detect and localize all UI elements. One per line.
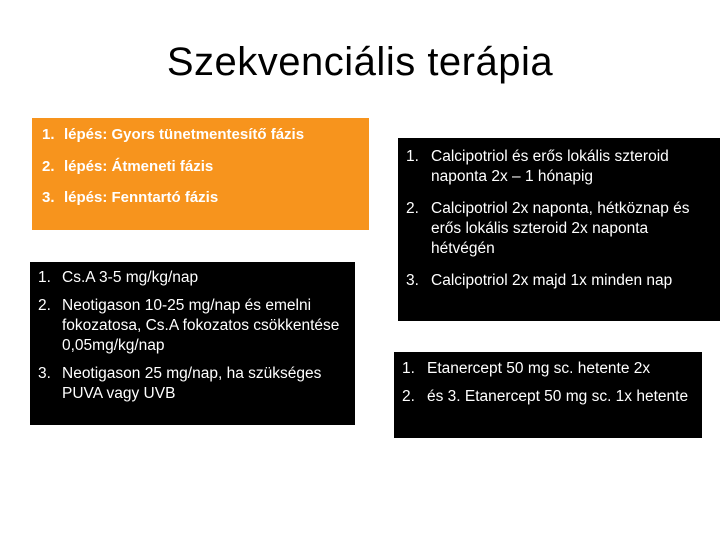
item-number: 1. [406, 148, 419, 165]
item-number: 1. [402, 360, 415, 377]
list-item [38, 268, 355, 288]
cyclosporine-regimen-box [30, 262, 355, 425]
item-text: Calcipotriol és erős lokális szteroid naponta 2x – 1 hónapig [431, 148, 669, 185]
slide-title: Szekvenciális terápia [166, 40, 554, 84]
list-item [402, 387, 698, 407]
list-item [406, 147, 716, 187]
item-number: 1. [38, 269, 51, 286]
item-number: 1. [42, 126, 55, 143]
list-item [406, 199, 716, 259]
item-number: 2. [402, 388, 415, 405]
item-number: 3. [42, 189, 55, 206]
list-item [42, 158, 369, 175]
item-text: Calcipotriol 2x naponta, hétköznap és erős lokális szteroid 2x naponta hétvégén [431, 200, 690, 257]
item-text: Etanercept 50 mg sc. hetente 2x [427, 360, 651, 377]
list-item [38, 296, 355, 356]
phases-box [32, 118, 369, 230]
item-number: 2. [406, 200, 419, 217]
list-item [42, 126, 369, 143]
list-item [38, 364, 355, 404]
item-text: Neotigason 10-25 mg/nap és emelni fokozatosa, Cs.A fokozatos csökkentése 0,05mg/kg/nap [62, 297, 340, 354]
item-number: 3. [406, 272, 419, 289]
item-text: Neotigason 25 mg/nap, ha szükséges PUVA vagy UVB [62, 365, 322, 402]
item-number: 2. [42, 157, 55, 175]
etanercept-regimen-box [394, 352, 702, 438]
item-number: 3. [38, 365, 51, 382]
item-text: Calcipotriol 2x majd 1x minden nap [431, 272, 673, 289]
list-item [402, 359, 698, 379]
item-text: Cs.A 3-5 mg/kg/nap [62, 269, 199, 286]
item-text: lépés: Gyors tünetmentesítő fázis [64, 126, 305, 143]
item-text: lépés: Átmeneti fázis [64, 157, 214, 175]
list-item [406, 271, 716, 291]
list-item [42, 189, 369, 206]
item-text: lépés: Fenntartó fázis [64, 189, 219, 206]
calcipotriol-regimen-box [398, 138, 720, 321]
item-text: és 3. Etanercept 50 mg sc. 1x hetente [427, 388, 689, 405]
item-number: 2. [38, 297, 51, 314]
